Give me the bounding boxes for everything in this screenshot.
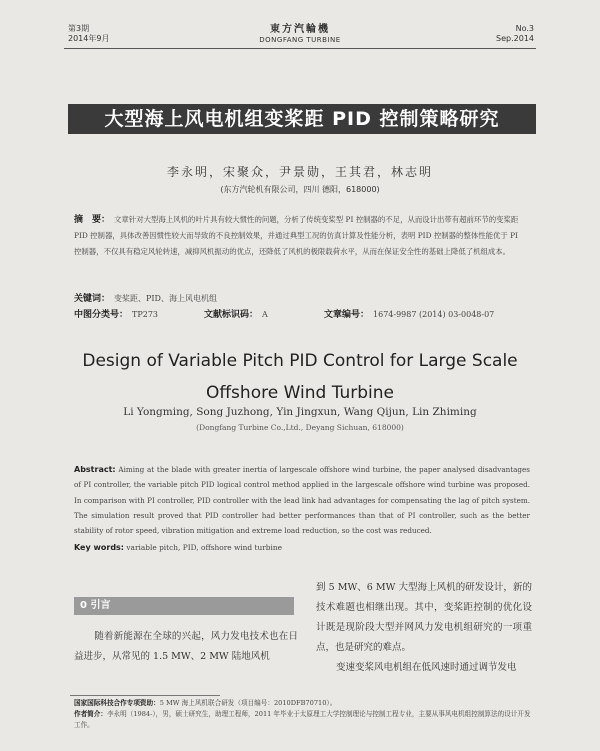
body-right-para-2: 变速变桨风电机组在低风速时通过调节发电 [336,662,517,673]
keywords-en [74,543,282,552]
journal-name-cn: 東方汽輪機 [270,24,330,35]
article-no-label: 文章编号： [324,310,370,320]
abstract-cn [74,212,524,260]
abstract-en-label: Abstract: [74,465,116,474]
issue-en: No.3 [515,24,534,33]
abstract-cn-text: 文章针对大型海上风机的叶片具有较大惯性的问题，分析了传统变桨型 PI 控制器的不足，从而设计出带有超前环节的变桨距 PID 控制器，具体改善因惯性较大而导致的不良控制效果，并通过典型工况的仿真计算及性能分析，表明 PID 控制器的整体性能优于 PI 控制器，不仅具有稳定风轮转速，减抑风机振动的优点，还降低了风机的极限载荷水平，从而在保证安全性的基础上降低了机组成本。 [74,215,519,256]
keywords-cn-label: 关键词： [74,294,111,304]
affiliation-cn: (东方汽轮机有限公司，四川 德阳，618000) [220,185,380,194]
footnote-divider [70,695,220,696]
keywords-cn [74,291,217,304]
issue-cn: 第3期 [68,24,90,33]
body-left-text: 随着新能源在全球的兴起，风力发电技术也在日益进步，从常见的 1.5 MW、2 MW 陆地风机 [74,631,298,662]
fund-text: 5 MW 海上风机联合研发（项目编号：2010DFB70710）。 [159,699,337,707]
body-left-column [74,627,298,667]
footnote-author [74,709,536,731]
section-heading: 0 引言 [74,597,294,615]
doc-code-label: 文献标识码： [204,310,259,320]
abstract-cn-label: 摘 要： [74,215,111,225]
clc-group [74,307,204,320]
clc-label: 中图分类号： [74,310,129,320]
classification-row [74,307,534,320]
body-right-para-2-wrap [316,658,532,678]
keywords-cn-text: 变桨距、PID、海上风电机组 [114,294,217,303]
date-en: Sep.2014 [496,34,534,43]
title-cn: 大型海上风电机组变桨距 PID 控制策略研究 [68,104,536,134]
affiliation-en: (Dongfang Turbine Co.,Ltd., Deyang Sichuan, 618000) [196,423,404,432]
doc-code-group [204,307,324,320]
footnote-fund [74,698,536,709]
header-divider [64,48,536,49]
abstract-en-text: Aiming at the blade with greater inertia of largescale offshore wind turbine, the paper analysed disadvantages of PI controller, the variable pitch PID logical control method applied in the largescale offshore wind turbine was proposed. In comparison with PI controller, PID controller with the lead link had advantages for compensating the lag of pitch system. The simulation result proved that PID controller had better performances than that of PI controller, such as the better stability of rotor speed, vibration mitigation and extreme load reduction, so the cost was reduced. [74,465,530,536]
journal-name-en: DONGFANG TURBINE [259,36,341,44]
footnotes [74,698,536,731]
doc-code-value: A [262,310,268,319]
abstract-en [74,462,530,538]
authors-en: Li Yongming, Song Juzhong, Yin Jingxun, Wang Qijun, Lin Zhiming [123,406,477,418]
fund-label: 国家国际科技合作专项资助： [74,699,160,707]
date-cn: 2014年9月 [68,34,110,43]
author-label: 作者简介： [74,710,107,718]
author-text: 李永明（1984-），男，硕士研究生，助理工程师，2011 年毕业于太原理工大学控制理论与控制工程专业，主要从事风电机组控制算法的设计开发工作。 [74,710,531,729]
keywords-en-label: Key words: [74,543,125,552]
title-en: Design of Variable Pitch PID Control for Large Scale Offshore Wind Turbine [82,351,518,403]
article-no-group [324,307,494,320]
header-number [496,24,534,44]
body-right-para-1: 到 5 MW、6 MW 大型海上风机的研发设计，新的技术难题也相继出现。其中，变桨距控制的优化设计既是现阶段大型并网风力发电机组研究的一项重点，也是研究的难点。 [316,582,532,653]
keywords-en-text: variable pitch, PID, offshore wind turbine [126,543,282,552]
body-right-column [316,578,532,678]
clc-value: TP273 [132,310,159,319]
authors-cn: 李永明，宋聚众，尹景勋，王其君，林志明 [166,165,433,179]
article-no-value: 1674-9987 (2014) 03-0048-07 [373,310,495,319]
